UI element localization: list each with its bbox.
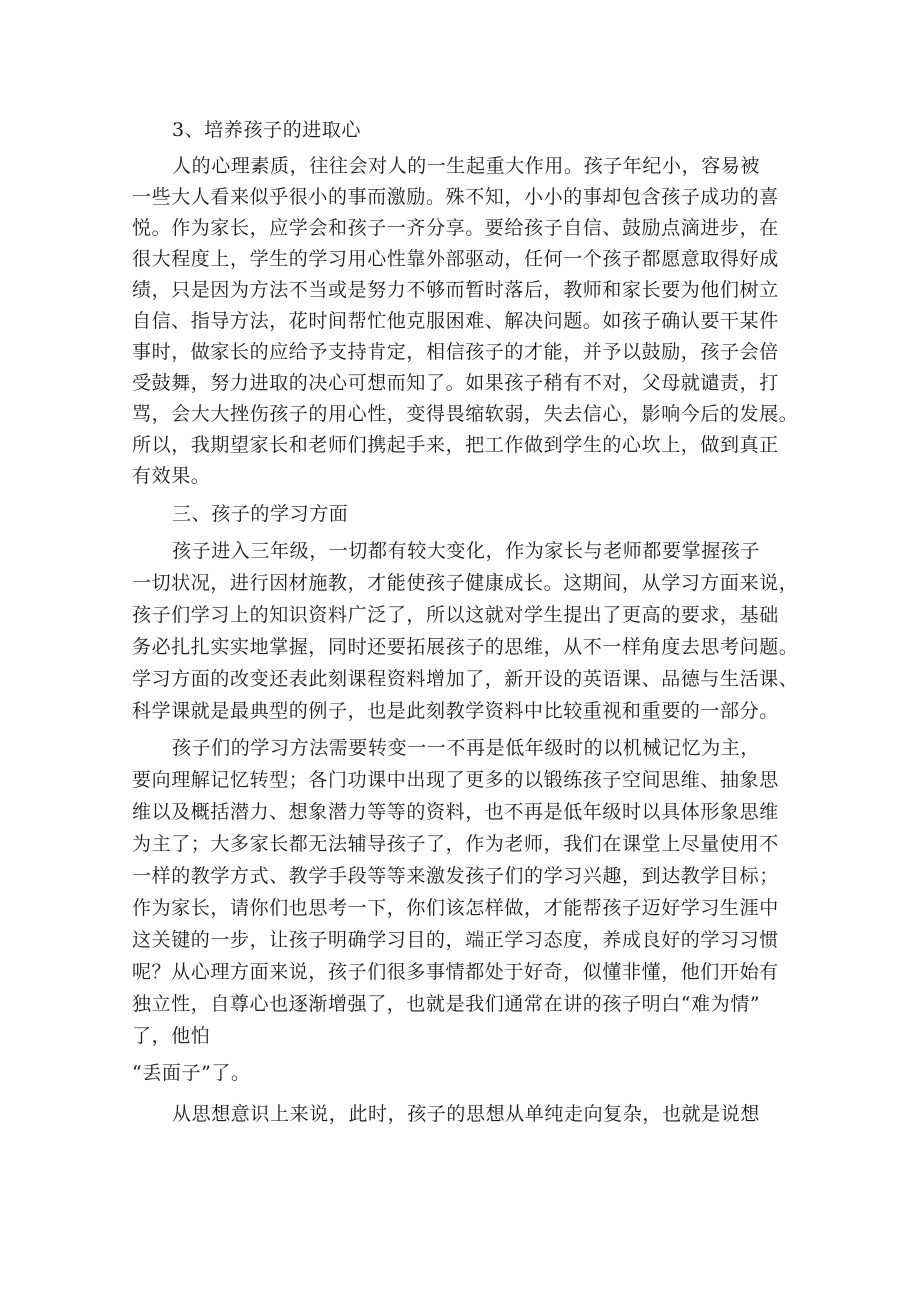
- paragraph-line: 一些大人看来似乎很小的事而激励。殊不知，小小的事却包含孩子成功的喜: [132, 186, 779, 208]
- paragraph-line: 人的心理素质，往往会对人的一生起重大作用。孩子年纪小，容易被: [172, 155, 761, 177]
- paragraph-line: 受鼓舞，努力进取的决心可想而知了。如果孩子稍有不对，父母就谴责，打: [132, 372, 779, 394]
- paragraph-line: 所以，我期望家长和老师们携起手来，把工作做到学生的心坎上，做到真正: [132, 434, 779, 456]
- paragraph-line: 骂，会大大挫伤孩子的用心性，变得畏缩软弱，失去信心，影响今后的发展。: [132, 403, 799, 425]
- paragraph-line: 了，他怕: [132, 1025, 211, 1047]
- paragraph-line: 要向理解记忆转型；各门功课中出现了更多的以锻练孩子空间思维、抽象思: [132, 769, 779, 791]
- paragraph-line: 这关键的一步，让孩子明确学习目的，端正学习态度，养成良好的学习习惯: [132, 929, 779, 951]
- paragraph-line: 学习方面的改变还表此刻课程资料增加了，新开设的英语课、品德与生活课、: [132, 668, 799, 690]
- paragraph-line: 事时，做家长的应给予支持肯定，相信孩子的才能，并予以鼓励，孩子会倍: [132, 341, 779, 363]
- paragraph-line: 悦。作为家长，应学会和孩子一齐分享。要给孩子自信、鼓励点滴进步，在: [132, 217, 779, 239]
- paragraph-line: 科学课就是最典型的例子，也是此刻教学资料中比较重视和重要的一部分。: [132, 700, 779, 722]
- paragraph-line: 一切状况，进行因材施教，才能使孩子健康成长。这期间，从学习方面来说，: [132, 572, 799, 594]
- paragraph-line: 独立性，自尊心也逐渐增强了，也就是我们通常在讲的孩子明白“难为情”: [132, 993, 761, 1015]
- paragraph-line: 作为家长，请你们也思考一下，你们该怎样做，才能帮孩子迈好学习生涯中: [132, 897, 779, 919]
- paragraph-line: 呢？从心理方面来说，孩子们很多事情都处于好奇，似懂非懂，他们开始有: [132, 961, 779, 983]
- paragraph-line: 一样的教学方式、教学手段等等来激发孩子们的学习兴趣，到达教学目标；: [132, 865, 779, 887]
- paragraph-line: 很大程度上，学生的学习用心性靠外部驱动，任何一个孩子都愿意取得好成: [132, 248, 779, 270]
- paragraph-line: 有效果。: [132, 465, 211, 487]
- paragraph-line: 绩，只是因为方法不当或是努力不够而暂时落后，教师和家长要为他们树立: [132, 279, 779, 301]
- section-heading: 三、孩子的学习方面: [172, 503, 349, 525]
- paragraph-line: 孩子们的学习方法需要转变一一不再是低年级时的以机械记忆为主，: [172, 737, 761, 759]
- paragraph-line: 孩子进入三年级，一切都有较大变化，作为家长与老师都要掌握孩子: [172, 540, 761, 562]
- paragraph-line: “丢面子”了。: [132, 1062, 251, 1084]
- paragraph-line: 自信、指导方法，花时间帮忙他克服困难、解决问题。如孩子确认要干某件: [132, 310, 779, 332]
- paragraph-line: 维以及概括潜力、想象潜力等等的资料，也不再是低年级时以具体形象思维: [132, 801, 779, 823]
- paragraph-line: 务必扎扎实实地掌握，同时还要拓展孩子的思维，从不一样角度去思考问题。: [132, 636, 799, 658]
- paragraph-line: 为主了；大多家长都无法辅导孩子了，作为老师，我们在课堂上尽量使用不: [132, 833, 779, 855]
- paragraph-line: 从思想意识上来说，此时，孩子的思想从单纯走向复杂，也就是说想: [172, 1103, 761, 1125]
- section-heading: 3、培养孩子的进取心: [172, 119, 362, 141]
- paragraph-line: 孩子们学习上的知识资料广泛了，所以这就对学生提出了更高的要求，基础: [132, 604, 779, 626]
